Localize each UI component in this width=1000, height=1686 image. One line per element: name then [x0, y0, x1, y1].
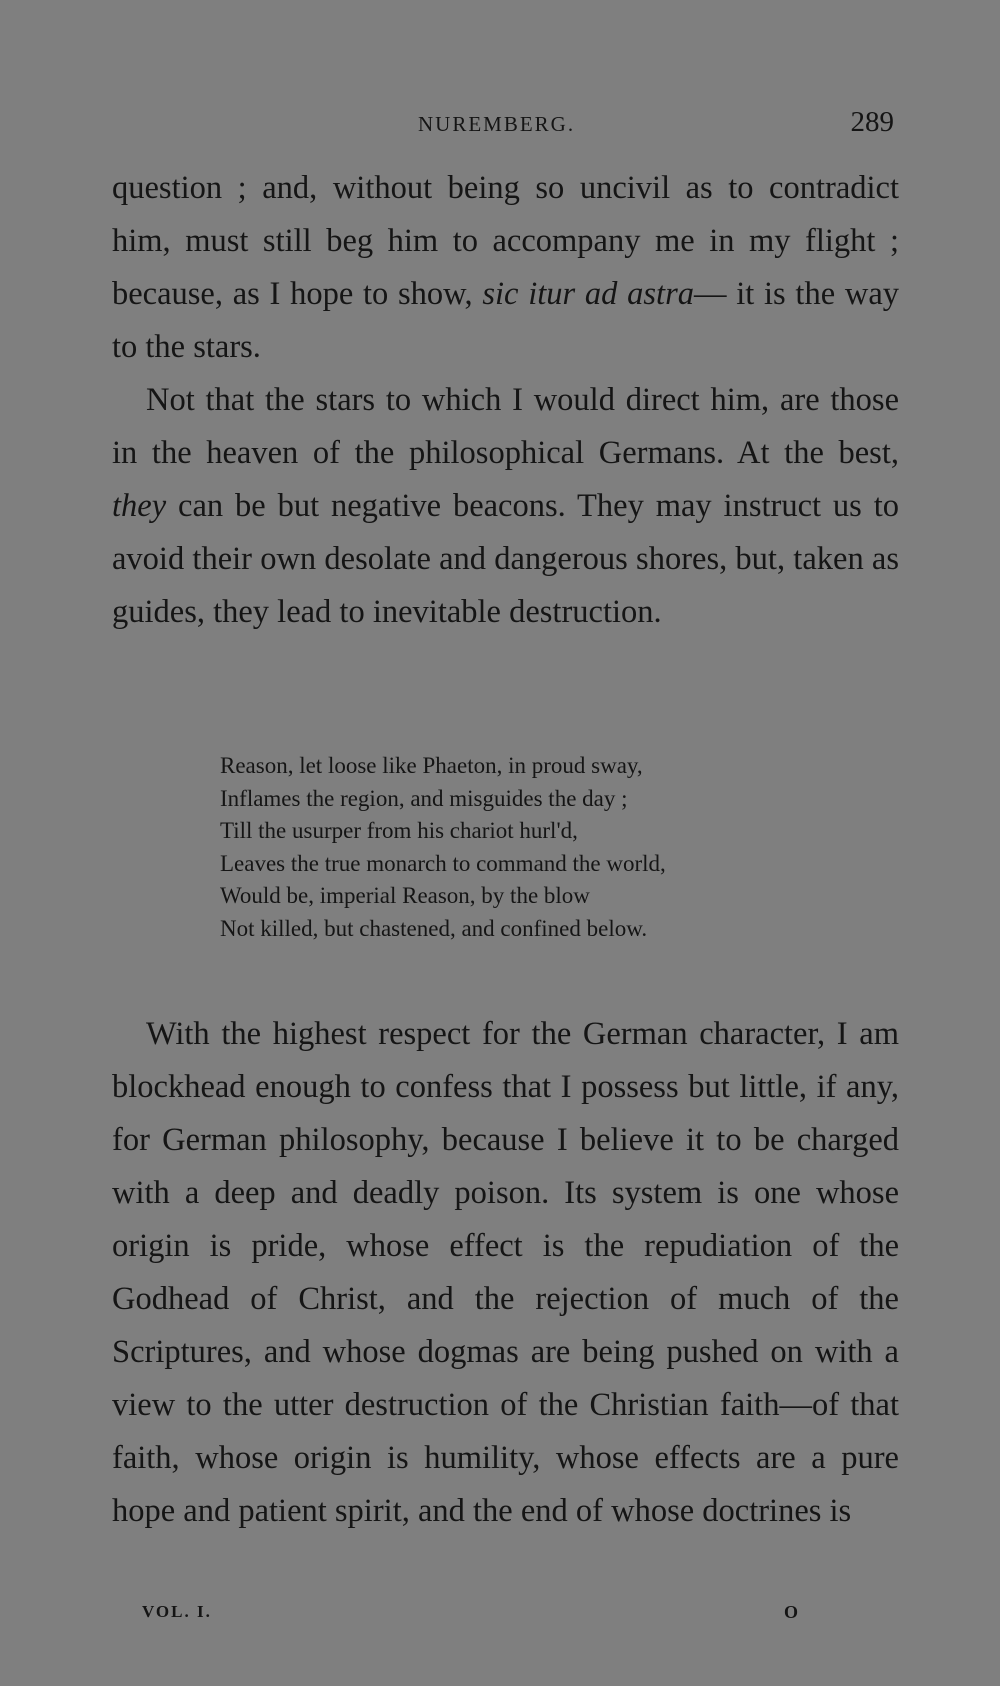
running-head — [0, 106, 1000, 142]
paragraph-2-emphasis: they — [112, 488, 167, 524]
paragraph-2 — [112, 374, 899, 639]
verse-quotation — [220, 750, 860, 946]
page-footer — [0, 1602, 1000, 1632]
signature-mark: O — [784, 1602, 799, 1622]
verse-line: Reason, let loose like Phaeton, in proud sway, — [220, 753, 643, 778]
paragraph-3: With the highest respect for the German character, I am blockhead enough to confess that I possess but little, if any, for German philosophy, because I believe it to be charged with a deep and deadly poison. Its system is one whose origin is pride, whose effect is the repudiation of the Godhead of Christ, and the rejection of much of the Scriptures, and whose dogmas are being pushed on with a view to the utter destruction of the Christian faith—of that faith, whose origin is humility, whose effects are a pure hope and patient spirit, and the end of whose doctrines is — [112, 1016, 899, 1529]
paragraph-1-text-a: question ; and, without being so uncivil as to contradict him, must still beg him to accompany me in my flight ; because, as I hope to show, — [112, 170, 899, 312]
volume-mark: VOL. I. — [142, 1602, 212, 1621]
paragraph-2-text-b: can be but negative beacons. They may instruct us to avoid their own desolate and dangerous shores, but, taken as guides, they lead to inevitable destruction. — [112, 488, 899, 630]
page-number: 289 — [850, 106, 894, 138]
verse-line: Till the usurper from his chariot hurl'd, — [220, 818, 578, 844]
verse-line: Not killed, but chastened, and confined below. — [220, 915, 648, 941]
paragraph-1 — [112, 162, 899, 374]
paragraph-2-text-a: Not that the stars to which I would direct him, are those in the heaven of the philosophical Germans. At the best, — [112, 382, 899, 471]
verse-line: Inflames the region, and misguides the day ; — [220, 785, 628, 811]
verse-line: Would be, imperial Reason, by the blow — [220, 883, 590, 909]
paragraph-1-latin-phrase: sic itur ad astra — [482, 276, 694, 312]
verse-line: Leaves the true monarch to command the world, — [220, 850, 666, 876]
paragraph-1-text-b: — it is the way to the stars. — [112, 276, 899, 365]
running-title: NUREMBERG. — [418, 112, 576, 136]
